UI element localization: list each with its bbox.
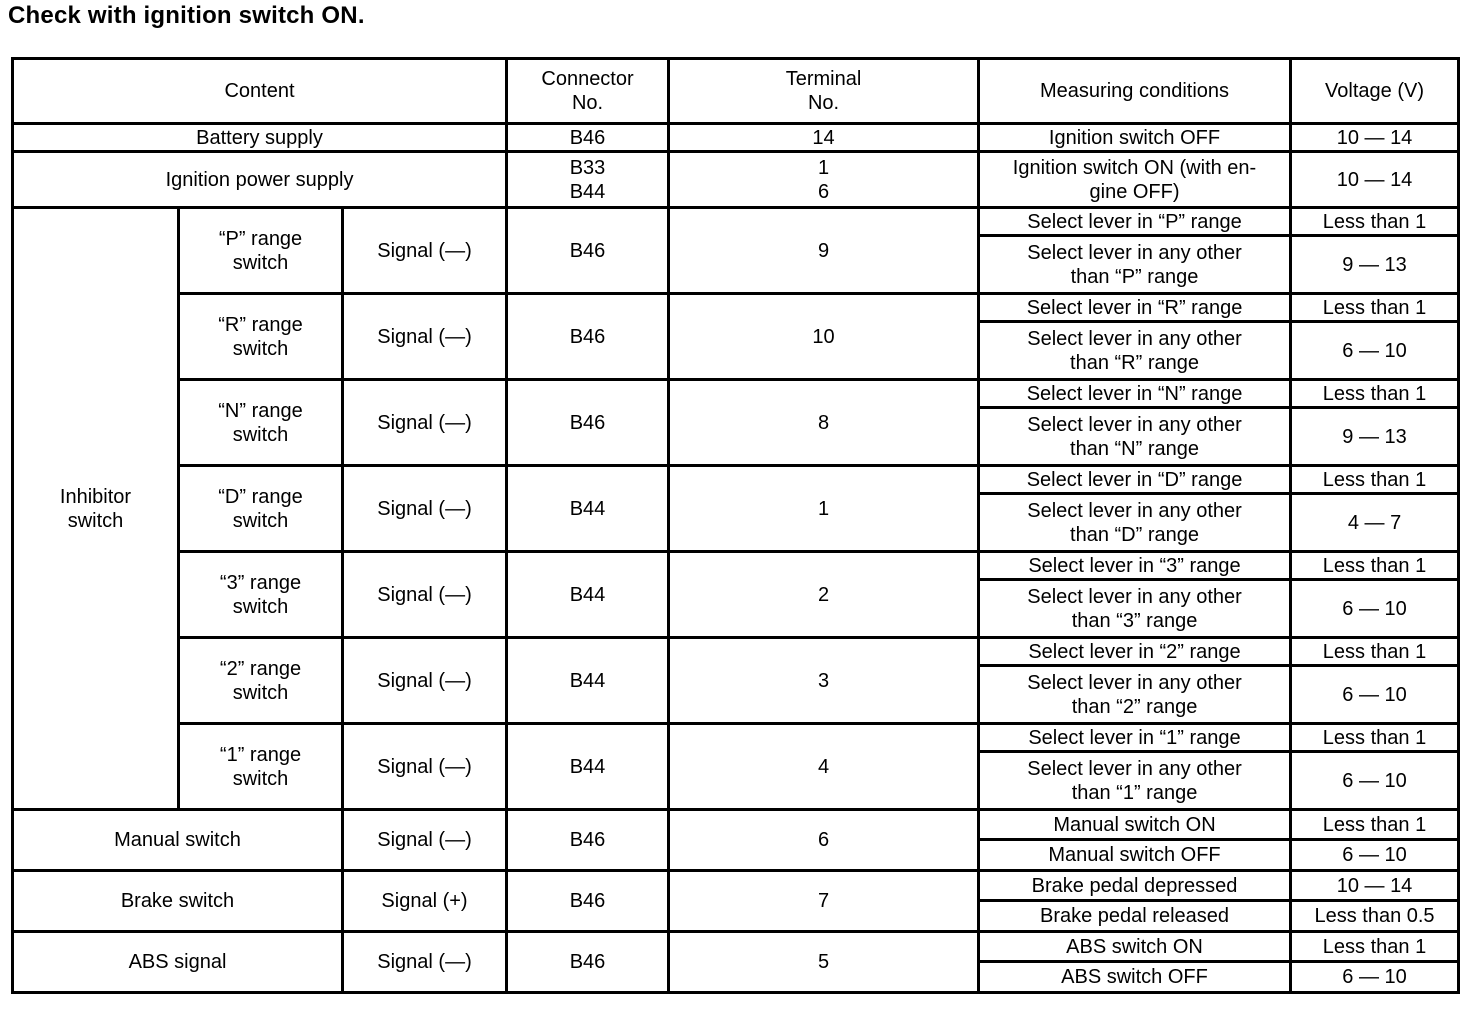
3-range-cond2: Select lever in any other than “3” range [979,580,1291,638]
table-row-p-range [13,208,1459,236]
manual-connector: B46 [507,810,669,871]
d-range-switch: “D” range switch [179,466,343,552]
r-range-cond1: Select lever in “R” range [979,294,1291,322]
r-range-switch: “R” range switch [179,294,343,380]
table-row-r-range [13,294,1459,322]
brake-cond2: Brake pedal released [979,901,1291,932]
p-range-cond1: Select lever in “P” range [979,208,1291,236]
p-range-connector: B46 [507,208,669,294]
3-range-volt2: 6 — 10 [1291,580,1459,638]
3-range-switch: “3” range switch [179,552,343,638]
inspection-table [11,57,1460,994]
d-range-signal: Signal (—) [343,466,507,552]
manual-cond2: Manual switch OFF [979,840,1291,871]
brake-content: Brake switch [13,871,343,932]
3-range-volt1: Less than 1 [1291,552,1459,580]
table-row-brake [13,871,1459,901]
abs-signal: Signal (—) [343,932,507,993]
abs-connector: B46 [507,932,669,993]
table-row-2-range [13,638,1459,666]
r-range-volt2: 6 — 10 [1291,322,1459,380]
d-range-volt2: 4 — 7 [1291,494,1459,552]
header-terminal: Terminal No. [669,59,979,124]
header-connector: Connector No. [507,59,669,124]
manual-signal: Signal (—) [343,810,507,871]
manual-content: Manual switch [13,810,343,871]
3-range-terminal: 2 [669,552,979,638]
manual-cond1: Manual switch ON [979,810,1291,840]
n-range-switch: “N” range switch [179,380,343,466]
ignition-voltage: 10 — 14 [1291,152,1459,208]
2-range-volt1: Less than 1 [1291,638,1459,666]
n-range-terminal: 8 [669,380,979,466]
1-range-terminal: 4 [669,724,979,810]
battery-connector: B46 [507,124,669,152]
2-range-signal: Signal (—) [343,638,507,724]
r-range-signal: Signal (—) [343,294,507,380]
abs-content: ABS signal [13,932,343,993]
table-row-abs [13,932,1459,962]
brake-cond1: Brake pedal depressed [979,871,1291,901]
3-range-connector: B44 [507,552,669,638]
3-range-cond1: Select lever in “3” range [979,552,1291,580]
abs-volt1: Less than 1 [1291,932,1459,962]
battery-condition: Ignition switch OFF [979,124,1291,152]
inhibitor-switch-label: Inhibitor switch [13,208,179,810]
2-range-cond1: Select lever in “2” range [979,638,1291,666]
d-range-volt1: Less than 1 [1291,466,1459,494]
table-row-ignition [13,152,1459,208]
n-range-cond2: Select lever in any other than “N” range [979,408,1291,466]
p-range-terminal: 9 [669,208,979,294]
1-range-volt1: Less than 1 [1291,724,1459,752]
2-range-cond2: Select lever in any other than “2” range [979,666,1291,724]
table-row-manual [13,810,1459,840]
brake-volt1: 10 — 14 [1291,871,1459,901]
1-range-cond2: Select lever in any other than “1” range [979,752,1291,810]
2-range-terminal: 3 [669,638,979,724]
header-voltage: Voltage (V) [1291,59,1459,124]
n-range-signal: Signal (—) [343,380,507,466]
manual-volt1: Less than 1 [1291,810,1459,840]
2-range-switch: “2” range switch [179,638,343,724]
p-range-cond2: Select lever in any other than “P” range [979,236,1291,294]
brake-volt2: Less than 0.5 [1291,901,1459,932]
ignition-connector: B33 B44 [507,152,669,208]
p-range-switch: “P” range switch [179,208,343,294]
battery-terminal: 14 [669,124,979,152]
table-row-3-range [13,552,1459,580]
p-range-signal: Signal (—) [343,208,507,294]
p-range-volt1: Less than 1 [1291,208,1459,236]
brake-terminal: 7 [669,871,979,932]
2-range-volt2: 6 — 10 [1291,666,1459,724]
table-row-n-range [13,380,1459,408]
ignition-condition: Ignition switch ON (with en- gine OFF) [979,152,1291,208]
d-range-cond1: Select lever in “D” range [979,466,1291,494]
d-range-cond2: Select lever in any other than “D” range [979,494,1291,552]
ignition-terminal: 1 6 [669,152,979,208]
table-row-1-range [13,724,1459,752]
manual-terminal: 6 [669,810,979,871]
n-range-volt2: 9 — 13 [1291,408,1459,466]
1-range-volt2: 6 — 10 [1291,752,1459,810]
manual-volt2: 6 — 10 [1291,840,1459,871]
r-range-terminal: 10 [669,294,979,380]
header-conditions: Measuring conditions [979,59,1291,124]
brake-connector: B46 [507,871,669,932]
abs-cond1: ABS switch ON [979,932,1291,962]
battery-content: Battery supply [13,124,507,152]
n-range-cond1: Select lever in “N” range [979,380,1291,408]
header-content: Content [13,59,507,124]
d-range-connector: B44 [507,466,669,552]
table-row-battery [13,124,1459,152]
r-range-connector: B46 [507,294,669,380]
ignition-content: Ignition power supply [13,152,507,208]
abs-volt2: 6 — 10 [1291,962,1459,993]
d-range-terminal: 1 [669,466,979,552]
2-range-connector: B44 [507,638,669,724]
abs-cond2: ABS switch OFF [979,962,1291,993]
table-header-row [13,59,1459,124]
brake-signal: Signal (+) [343,871,507,932]
table-row-d-range [13,466,1459,494]
r-range-volt1: Less than 1 [1291,294,1459,322]
1-range-switch: “1” range switch [179,724,343,810]
1-range-connector: B44 [507,724,669,810]
3-range-signal: Signal (—) [343,552,507,638]
1-range-signal: Signal (—) [343,724,507,810]
page-title: Check with ignition switch ON. [8,2,365,29]
p-range-volt2: 9 — 13 [1291,236,1459,294]
abs-terminal: 5 [669,932,979,993]
n-range-connector: B46 [507,380,669,466]
n-range-volt1: Less than 1 [1291,380,1459,408]
battery-voltage: 10 — 14 [1291,124,1459,152]
r-range-cond2: Select lever in any other than “R” range [979,322,1291,380]
1-range-cond1: Select lever in “1” range [979,724,1291,752]
